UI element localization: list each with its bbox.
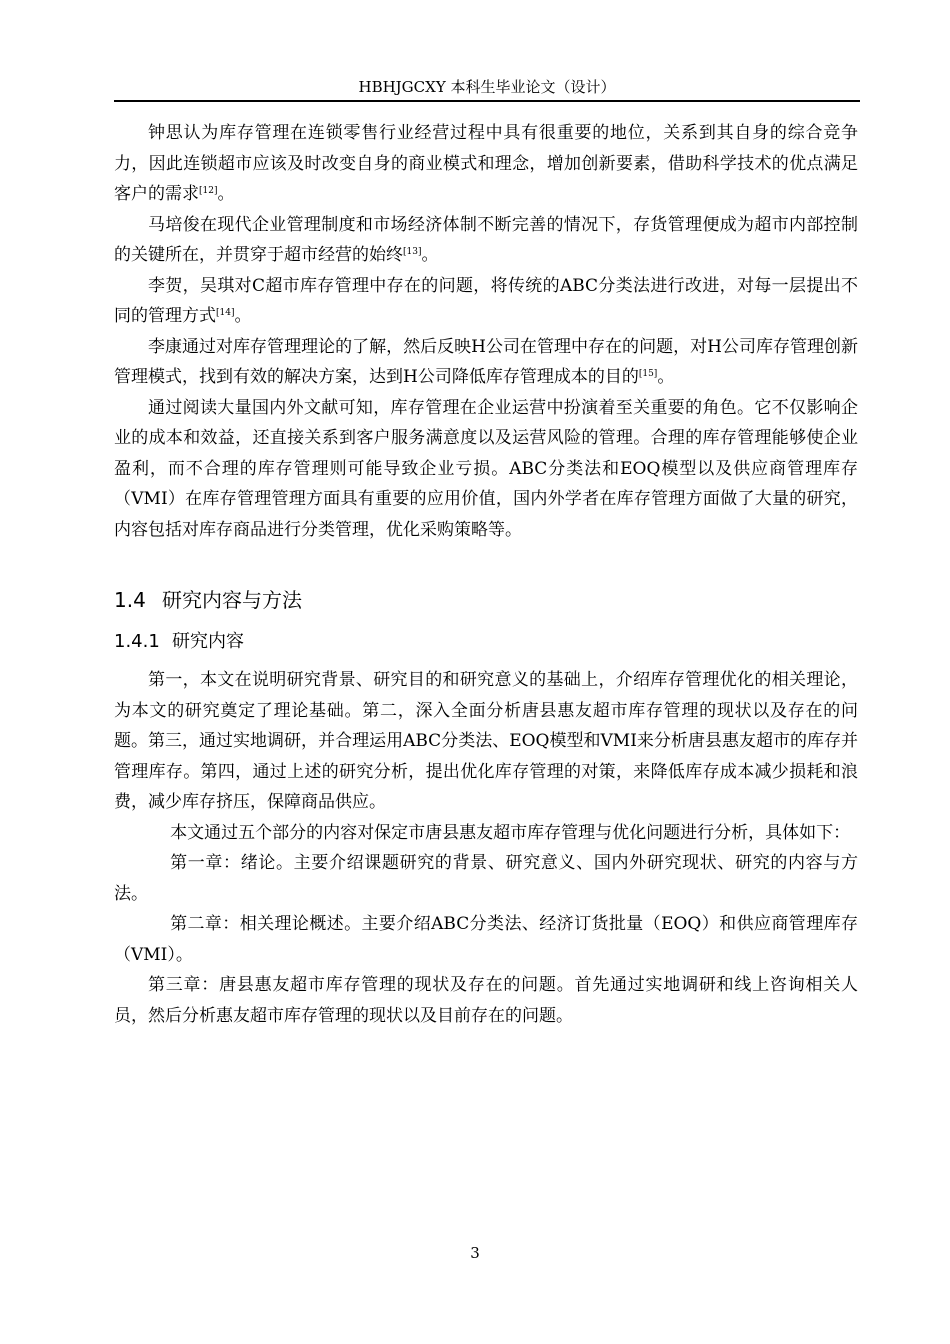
citation: [14] [216,308,235,318]
paragraph-ma-peijun: 马培俊在现代企业管理制度和市场经济体制不断完善的情况下，存货管理便成为超市内部控制的关键所在，并贯穿于超市经营的始终[13]。 [114,214,858,265]
subsection-title: 研究内容 [172,631,244,652]
citation: [13] [403,247,422,257]
paragraph-structure-intro: 本文通过五个部分的内容对保定市唐县惠友超市库存管理与优化问题进行分析，具体如下： [170,822,851,843]
body-text [114,118,858,1031]
paragraph-chapter-two: 第二章：相关理论概述。主要介绍ABC分类法、经济订货批量（EOQ）和供应商管理库存（VMI）。 [114,914,858,965]
section-heading [114,585,858,615]
paragraph-li-he: 李贺，吴琪对C超市库存管理中存在的问题，将传统的ABC分类法进行改进，对每一层提出不同的管理方式[14]。 [114,275,858,326]
subsection-number: 1.4.1 [114,631,160,652]
subsection-heading [114,627,858,657]
paragraph-summary: 通过阅读大量国内外文献可知，库存管理在企业运营中扮演着至关重要的角色。它不仅影响企业的成本和效益，还直接关系到客户服务满意度以及运营风险的管理。合理的库存管理能够使企业盈利，而不合理的库存管理则可能导致企业亏损。ABC分类法和EOQ模型以及供应商管理库存（VMI）在库存管理管理方面具有重要的应用价值，国内外学者在库存管理方面做了大量的研究，内容包括对库存商品进行分类管理，优化采购策略等。 [114,397,858,540]
paragraph-research-content: 第一，本文在说明研究背景、研究目的和研究意义的基础上，介绍库存管理优化的相关理论，为本文的研究奠定了理论基础。第二，深入全面分析唐县惠友超市库存管理的现状以及存在的问题。第三，通过实地调研，并合理运用ABC分类法、EOQ模型和VMI来分析唐县惠友超市的库存并管理库存。第四，通过上述的研究分析，提出优化库存管理的对策，来降低库存成本减少损耗和浪费，减少库存挤压，保障商品供应。 [114,670,858,812]
section-title: 研究内容与方法 [162,588,302,612]
citation: [12] [199,186,218,196]
paragraph-chapter-three: 第三章：唐县惠友超市库存管理的现状及存在的问题。首先通过实地调研和线上咨询相关人员，然后分析惠友超市库存管理的现状以及目前存在的问题。 [114,975,858,1026]
paragraph-li-kang: 李康通过对库存管理理论的了解，然后反映H公司在管理中存在的问题，对H公司库存管理创新管理模式，找到有效的解决方案，达到H公司降低库存管理成本的目的[15]。 [114,336,858,387]
section-number: 1.4 [114,588,146,612]
running-header: HBHJGCXY 本科生毕业论文（设计） [358,78,616,96]
citation: [15] [638,369,658,379]
page-number: 3 [470,1244,480,1262]
paragraph-chapter-one: 第一章：绪论。主要介绍课题研究的背景、研究意义、国内外研究现状、研究的内容与方法。 [114,853,858,904]
paragraph-zhong-si: 钟思认为库存管理在连锁零售行业经营过程中具有很重要的地位，关系到其自身的综合竞争力，因此连锁超市应该及时改变自身的商业模式和理念，增加创新要素，借助科学技术的优点满足客户的需求[12]。 [114,123,858,204]
header-rule [114,100,860,102]
